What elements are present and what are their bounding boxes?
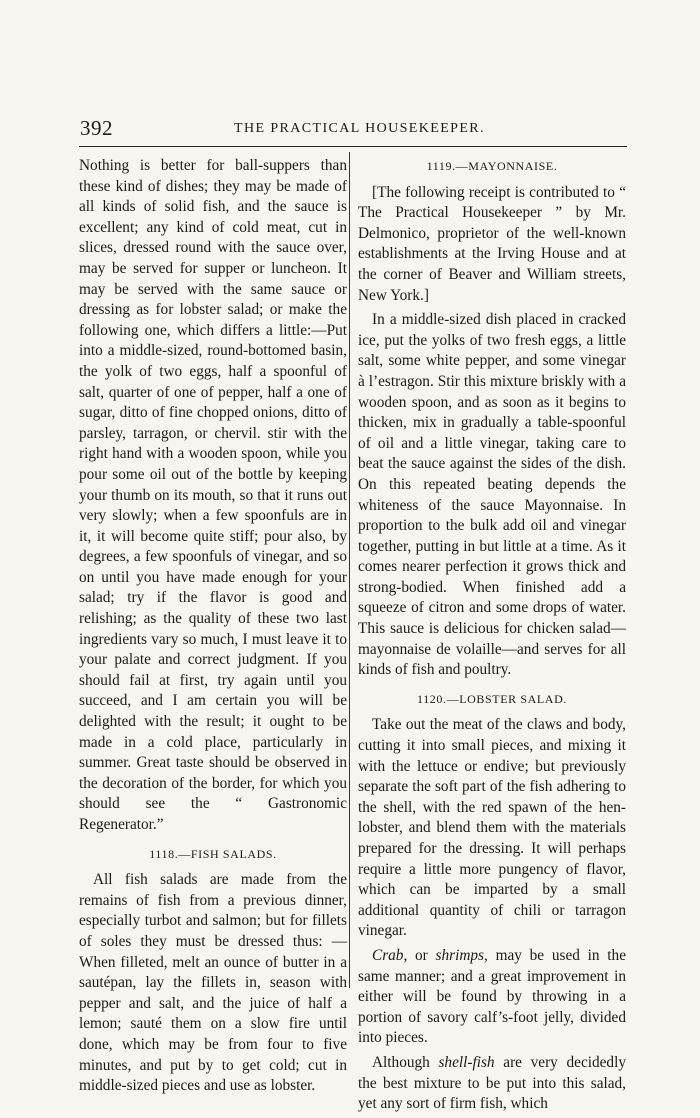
lobster-salad-paragraph: Take out the meat of the claws and body, cutting it into small pieces, and mixing it with the lettuce or endive; but previously separate the soft part of the fish adhering to the shell, with the red spawn of the hen-lobster, and blend them with the materials prepared for the dressing. It will perhaps require a little more pungency of flavor, which can be imparted by a small additional quantity of chili or tarragon vinegar.	[358, 716, 626, 940]
header-rule	[79, 146, 627, 147]
crab-or-text: , or	[403, 946, 436, 964]
although-text: Although	[372, 1053, 439, 1071]
mayonnaise-heading: 1119.—MAYONNAISE.	[426, 159, 558, 173]
right-column	[358, 156, 626, 1115]
shellfish-paragraph-text: are very decidedly the best mixture to be put into this salad, yet any sort of firm fish, which	[358, 1053, 626, 1113]
continuation-paragraph: Nothing is better for ball-suppers than these kind of dishes; they may be made of all kinds of solid fish, and the sauce is excellent; any kind of cold meat, cut in slices, dressed round with the sauce over, may be served for supper or luncheon. It may be served with the same sauce or dressing as for lobster salad; or make the following one, which differs a little:—Put into a middle-sized, round-bottomed basin, the yolk of two eggs, half a spoonful of salt, quarter of one of pepper, half a one of sugar, ditto of fine chopped onions, ditto of parsley, tarragon, or chervil. stir with the right hand with a wooden spoon, while you pour some oil out of the bottle by keeping your thumb on its mouth, so that it runs out very slowly; when a few spoonfuls are in it, it will become quite stiff; pour also, by degrees, a few spoonfuls of vinegar, and so on until you have made enough for your salad; try if the flavor is good and relishing; as the quality of these two last ingredients vary so much, I must leave it to your palate and correct judgment. If you should fail at first, try again until you succeed, and I am certain you will be delighted with the result; it ought to be made in a cold place, particularly in summer. Great taste should be observed in the decoration of the border, for which you should see the “ Gastronomic Regenerator.”	[79, 157, 347, 833]
mayonnaise-paragraph: In a middle-sized dish placed in cracked ice, put the yolks of two fresh eggs, a little salt, some white pepper, and some vinegar à l’estragon. Stir this mixture briskly with a wooden spoon, and as soon as it begins to thicken, mix in gradually a table-spoonful of oil and a little vinegar, taking care to beat the sauce against the sides of the dish. On this repeated beating depends the whiteness of the sauce Mayonnaise. In proportion to the bulk add oil and vinegar together, putting in but little at a time. As it comes nearer perfection it grows thick and strong-bodied. When finished add a squeeze of citron and some drops of water. This sauce is delicious for chicken salad—mayonnaise de volaille—and serves for all kinds of fish and poultry.	[358, 311, 626, 679]
shrimps-term: shrimps	[435, 946, 484, 964]
fish-salads-paragraph: All fish salads are made from the remains of fish from a previous dinner, especially turbot and salmon; but for fillets of soles they must be dressed thus: —When filleted, melt an ounce of butter in a sautépan, lay the fillets in, season with pepper and salt, and the juice of half a lemon; sauté them on a slow fire until done, which may be from four to five minutes, and put by to get cold; cut in middle-sized pieces and use as lobster.	[79, 871, 347, 1095]
crab-shrimps-paragraph	[358, 946, 626, 1049]
crab-term: Crab	[372, 946, 404, 964]
crab-paragraph-text: , may be used in the same manner; and a great improvement in either will be found by throwing in a portion of savory calf’s-foot jelly, divided into pieces.	[358, 946, 626, 1047]
running-head: THE PRACTICAL HOUSEKEEPER.	[234, 121, 485, 136]
fish-salads-heading: 1118.—FISH SALADS.	[149, 846, 277, 861]
shellfish-paragraph	[358, 1053, 626, 1115]
shellfish-term: shell-fish	[438, 1053, 495, 1071]
lobster-salad-heading: 1120.—LOBSTER SALAD.	[417, 691, 567, 706]
mayonnaise-note: [The following receipt is contributed to “ The Practical Housekeeper ” by Mr. Delmonico, proprietor of the well-known establishments at the Irving House and at the corner of Beaver and William streets, New York.]	[358, 183, 626, 304]
page-number: 392	[80, 116, 113, 140]
column-divider	[349, 152, 350, 988]
left-column	[79, 156, 347, 1097]
